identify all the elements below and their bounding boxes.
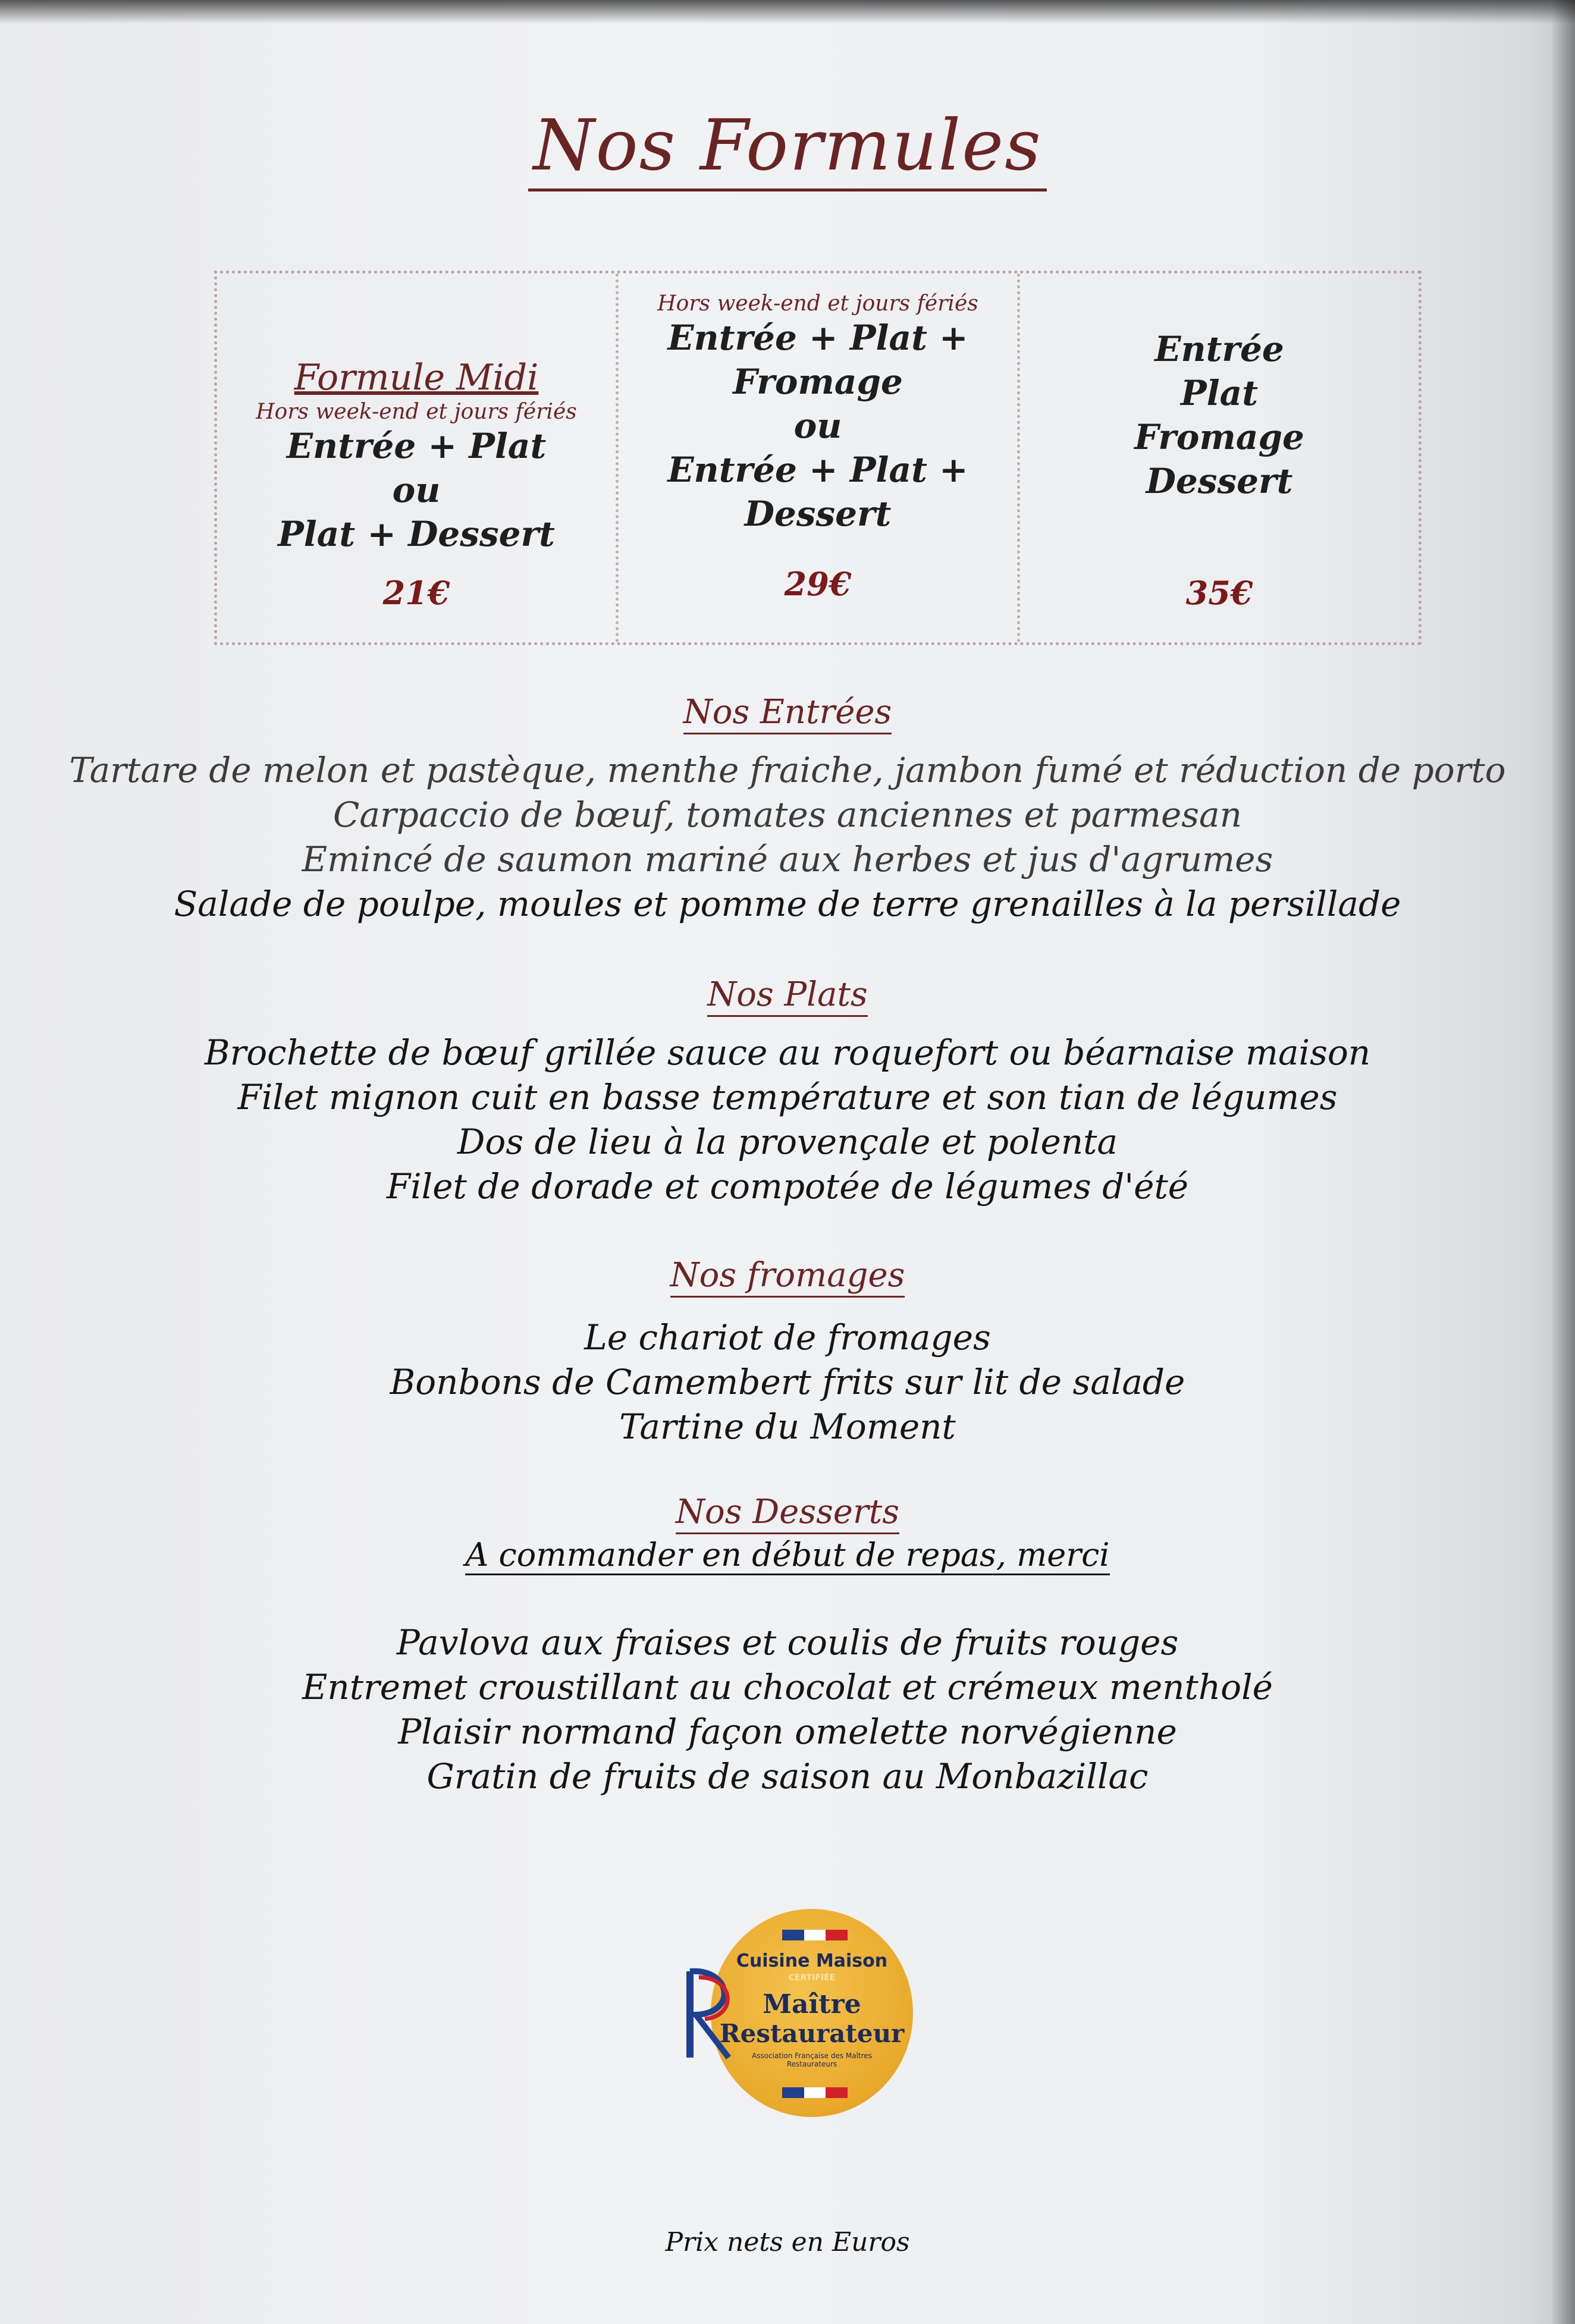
list-item: Salade de poulpe, moules et pomme de terre grenailles à la persillade <box>174 884 1401 924</box>
formule-price: 29€ <box>784 565 852 603</box>
plats-heading: Nos Plats <box>0 975 1575 1014</box>
list-item: Dos de lieu à la provençale et polenta <box>457 1122 1118 1162</box>
formule-price: 35€ <box>1185 574 1253 612</box>
formule-line: Plat + Dessert <box>278 514 555 554</box>
maitre-restaurateur-badge <box>678 1909 922 2123</box>
list-item: Bonbons de Camembert frits sur lit de salade <box>390 1362 1185 1402</box>
formule-header: Formule Midi <box>294 357 539 398</box>
list-item: Plaisir normand façon omelette norvégienne <box>398 1711 1177 1752</box>
formule-line: Entrée + Plat + <box>667 318 968 358</box>
list-item: Filet mignon cuit en basse température et son tian de légumes <box>237 1077 1338 1117</box>
badge-line2: CERTIFIÉE <box>788 1973 836 1983</box>
formule-line: Fromage <box>733 362 903 402</box>
fromages-list <box>0 1315 1575 1449</box>
formule-line: Entrée + Plat + <box>667 450 968 490</box>
list-item: Le chariot de fromages <box>584 1317 991 1358</box>
formule-line: Fromage <box>1134 417 1304 457</box>
badge-line5: Association Française des Maîtres Restaurateurs <box>752 2052 872 2068</box>
badge-line1: Cuisine Maison <box>736 1951 888 1971</box>
list-item: Emincé de saumon mariné aux herbes et jus d'agrumes <box>302 839 1273 880</box>
desserts-list <box>0 1620 1575 1799</box>
fromages-heading: Nos fromages <box>0 1256 1575 1295</box>
list-item: Gratin de fruits de saison au Monbazillac <box>426 1756 1149 1797</box>
formule-line: Entrée + Plat <box>286 426 547 466</box>
formule-line: Entrée <box>1154 329 1284 369</box>
badge-line4: Restaurateur <box>719 2019 905 2048</box>
formule-midi <box>217 274 616 642</box>
list-item: Entremet croustillant au chocolat et crémeux mentholé <box>302 1667 1273 1707</box>
formules-box <box>214 271 1422 645</box>
list-item: Tartare de melon et pastèque, menthe fraiche, jambon fumé et réduction de porto <box>69 750 1506 790</box>
formule-line: Plat <box>1180 373 1259 413</box>
formule-29 <box>616 274 1017 642</box>
formule-line: Dessert <box>744 494 892 534</box>
top-shadow <box>0 0 1575 24</box>
list-item: Carpaccio de bœuf, tomates anciennes et parmesan <box>333 794 1242 835</box>
list-item: Filet de dorade et compotée de légumes d'été <box>386 1166 1189 1207</box>
desserts-heading: Nos Desserts <box>0 1493 1575 1531</box>
formule-line: Dessert <box>1146 461 1293 501</box>
plats-list <box>0 1031 1575 1209</box>
flag-icon <box>782 1930 848 1940</box>
flag-icon <box>782 2087 848 2098</box>
formule-note: Hors week-end et jours fériés <box>256 400 577 424</box>
list-item: Brochette de bœuf grillée sauce au roquefort ou béarnaise maison <box>204 1032 1371 1073</box>
formule-line: ou <box>392 470 441 510</box>
formule-price: 21€ <box>382 574 450 612</box>
r-logo-icon <box>678 1962 749 2064</box>
formule-note: Hors week-end et jours fériés <box>657 291 978 316</box>
formule-35 <box>1017 274 1419 642</box>
prices-note: Prix nets en Euros <box>665 2227 910 2257</box>
formule-line: ou <box>793 406 842 446</box>
page-title: Nos Formules <box>0 104 1575 186</box>
list-item: Pavlova aux fraises et coulis de fruits rouges <box>396 1622 1179 1663</box>
entrees-list <box>0 748 1575 927</box>
list-item: Tartine du Moment <box>619 1406 956 1447</box>
entrees-heading: Nos Entrées <box>0 693 1575 731</box>
badge-line3: Maître <box>763 1989 861 2020</box>
desserts-note: A commander en début de repas, merci <box>0 1536 1575 1574</box>
